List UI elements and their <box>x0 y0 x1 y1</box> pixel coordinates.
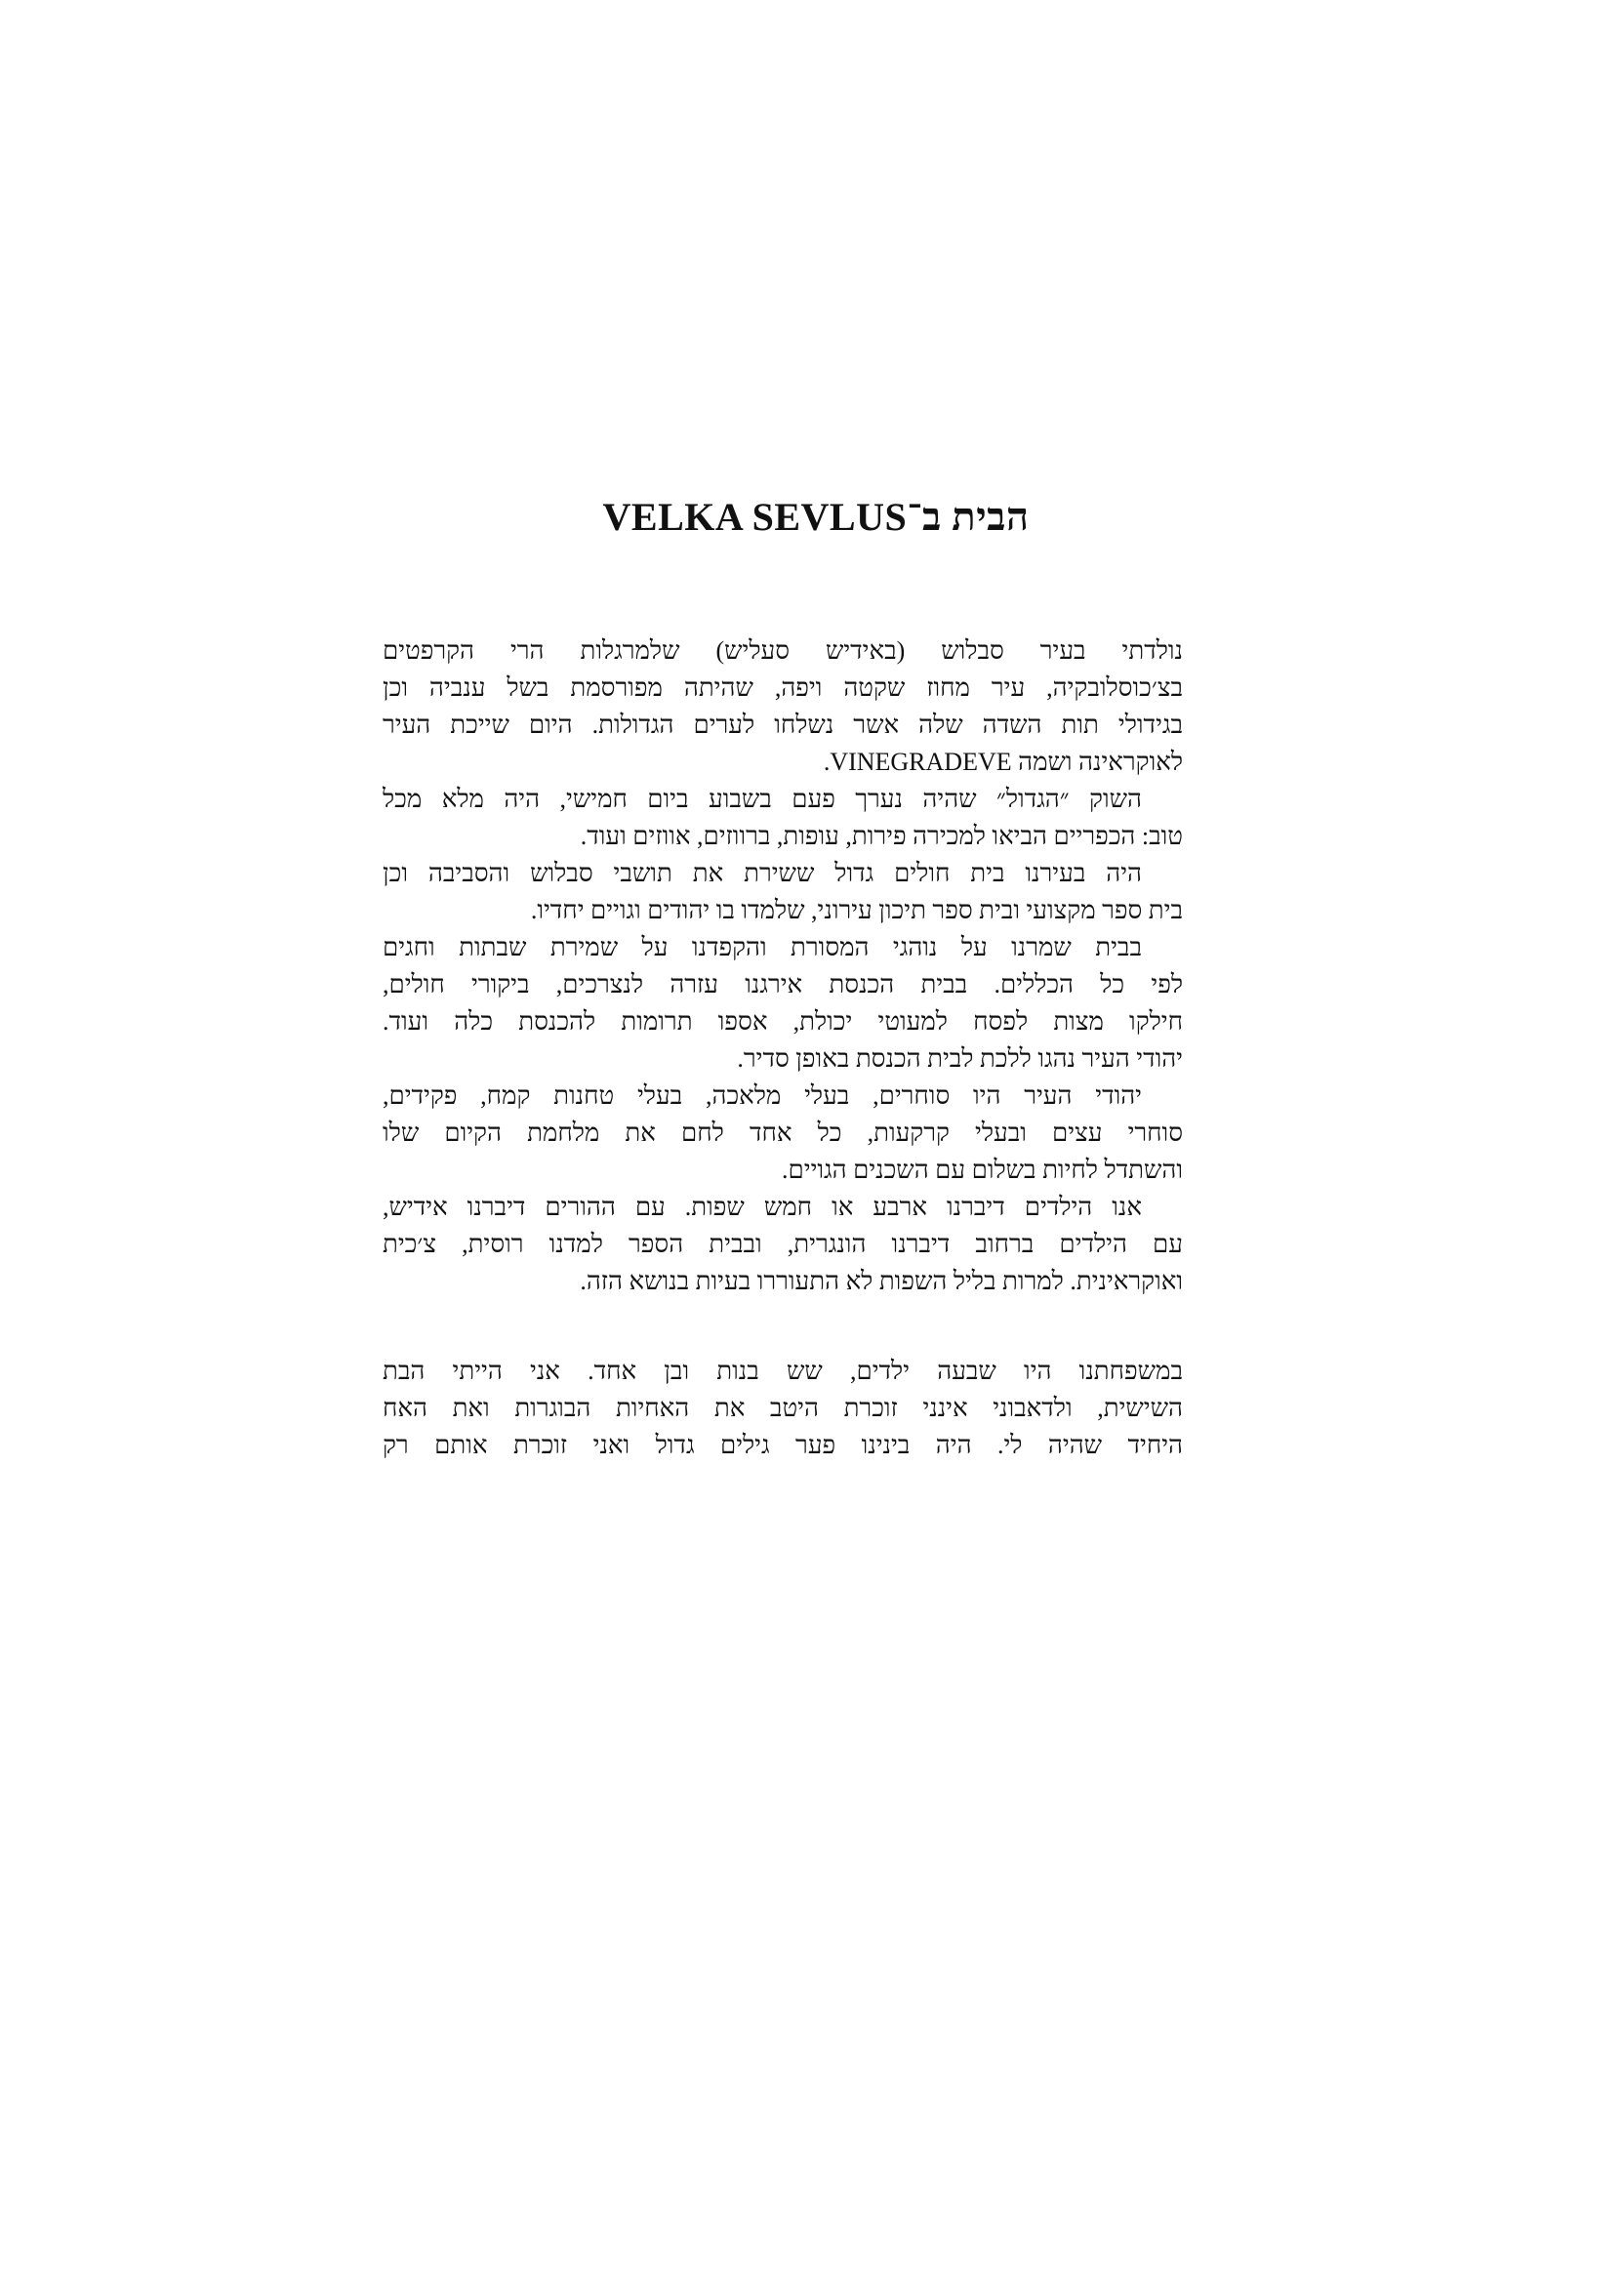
chapter-title: הבית ב־VELKA SEVLUS <box>602 495 1030 539</box>
text-line: נולדתי בעיר סבלוש (באידיש סעליש) שלמרגלות הרי הקרפטים <box>383 636 1183 665</box>
text-line: בצ׳כוסלובקיה, עיר מחוז שקטה ויפה, שהיתה מפורסמת בשל ענביה וכן <box>383 673 1183 702</box>
text-line: לאוקראינה ושמה VINEGRADEVE. <box>823 748 1183 776</box>
paragraph-market <box>383 781 1183 855</box>
text-line: לפי כל הכללים. בבית הכנסת אירגנו עזרה לנצרכים, ביקורי חולים, <box>383 970 1183 998</box>
text-line: השישית, ולדאבוני אינני זוכרת היטב את האחיות הבוגרות ואת האח <box>383 1394 1183 1422</box>
paragraph-family <box>383 1353 1183 1464</box>
text-line: טוב: הכפריים הביאו למכירה פירות, עופות, ברווזים, אווזים ועוד. <box>580 822 1183 850</box>
text-line: עם הילדים ברחוב דיברנו הונגרית, ובבית הספר למדנו רוסית, צ׳כית <box>383 1230 1183 1258</box>
text-line: היה בעירנו בית חולים גדול ששירת את תושבי סבלוש והסביבה וכן <box>383 859 1142 887</box>
paragraph-occupations <box>383 1078 1183 1189</box>
family-section <box>383 1353 1183 1464</box>
text-line: השוק ״הגדול״ שהיה נערך פעם בשבוע ביום חמישי, היה מלא מכל <box>383 785 1142 813</box>
text-line: בית ספר מקצועי ובית ספר תיכון עירוני, שלמדו בו יהודים וגויים יחדיו. <box>530 896 1183 924</box>
text-line: יהודי העיר נהגו ללכת לבית הכנסת באופן סדיר. <box>737 1044 1183 1073</box>
text-line: במשפחתנו היו שבעה ילדים, שש בנות ובן אחד. אני הייתי הבת <box>383 1357 1183 1385</box>
text-line: חילקו מצות לפסח למעוטי יכולת, אספו תרומות להכנסת כלה ועוד. <box>383 1007 1183 1036</box>
text-line: יהודי העיר היו סוחרים, בעלי מלאכה, בעלי טחנות קמח, פקידים, <box>383 1081 1142 1110</box>
text-line: סוחרי עצים ובעלי קרקעות, כל אחד לחם את מלחמת הקיום שלו <box>383 1119 1183 1147</box>
text-line: ואוקראינית. למרות בליל השפות לא התעוררו בעיות בנושא הזה. <box>580 1267 1183 1295</box>
text-line: בבית שמרנו על נוהגי המסורת והקפדנו על שמירת שבתות וחגים <box>383 933 1142 961</box>
paragraph-hospital-schools <box>383 855 1183 929</box>
paragraph-birthplace <box>383 632 1183 781</box>
text-line: היחיד שהיה לי. היה בינינו פער גילים גדול ואני זוכרת אותם רק <box>383 1431 1183 1459</box>
text-line: אנו הילדים דיברנו ארבע או חמש שפות. עם ההורים דיברנו אידיש, <box>383 1193 1142 1221</box>
text-line: בגידולי תות השדה שלה אשר נשלחו לערים הגדולות. היום שייכת העיר <box>383 711 1183 739</box>
body-text <box>383 632 1183 1300</box>
paragraph-tradition <box>383 929 1183 1078</box>
paragraph-languages <box>383 1189 1183 1300</box>
text-line: והשתדל לחיות בשלום עם השכנים הגויים. <box>782 1156 1183 1184</box>
